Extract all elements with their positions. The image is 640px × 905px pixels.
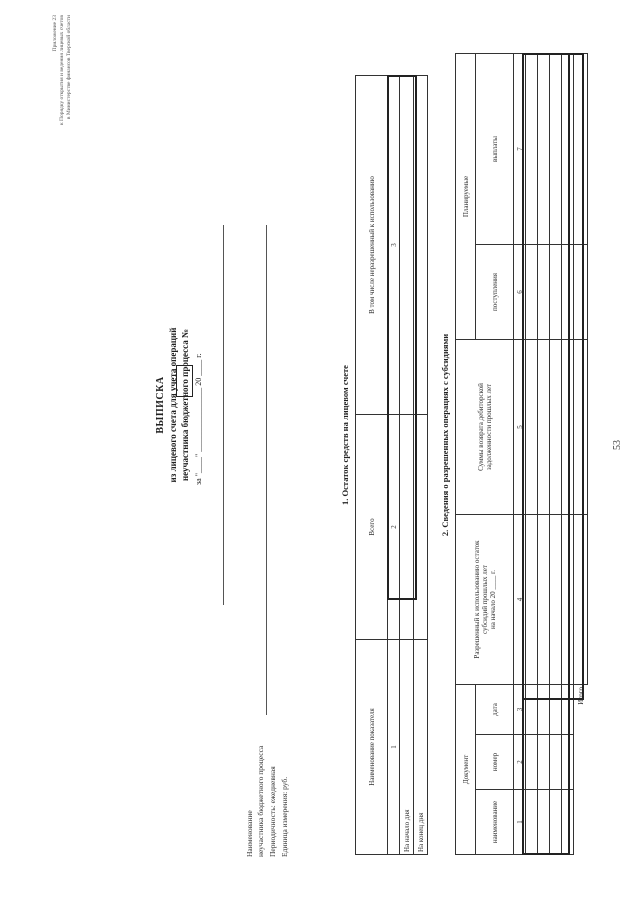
s2-header-docdate: дата — [476, 685, 514, 735]
s2-colnum-3: 3 — [514, 685, 526, 735]
s2-total-label: Итого — [574, 685, 588, 855]
s2-header-document: Документ — [456, 685, 476, 855]
date-line[interactable]: за "____" ________________ 20 ____ г. — [194, 353, 203, 485]
s2-header-docnum: номер — [476, 735, 514, 790]
s1-header-unallowed: В том числе неразрешенный к использованию — [356, 76, 388, 415]
date-underline[interactable] — [223, 225, 224, 605]
field-participant-label: неучастника бюджетного процесса — [256, 745, 265, 857]
s2-colnum-2: 2 — [514, 735, 526, 790]
participant-underline[interactable] — [266, 225, 267, 715]
s2-header-payments: выплаты — [476, 54, 514, 245]
s2-header-income: поступления — [476, 245, 514, 340]
s2-header-planned: Планируемые — [456, 54, 476, 340]
appendix-note: Приложение 23 к Порядку открытия и ведения лицевых счетов в Министерстве финансов Тверской области — [52, 15, 72, 126]
section1-title: 1. Остаток средств на лицевом счете — [340, 365, 350, 505]
field-periodicity: Периодичность: ежедневная — [268, 766, 277, 857]
s2-header-allowed: Разрешенный к использованию остаток субсидий прошлых лет на начало 20 ____ г. — [456, 515, 514, 685]
s1-row-end: На конец дня — [414, 640, 428, 855]
s1-value-frame — [387, 75, 417, 600]
s2-header-docname: наименование — [476, 790, 514, 855]
document-subtitle: из лицевого счета для учета операций — [168, 327, 178, 483]
s2-colnum-5: 5 — [514, 340, 526, 515]
s2-colnum-6: 6 — [514, 245, 526, 340]
s1-header-total: Всего — [356, 415, 388, 640]
s1-colnum-2: 2 — [388, 415, 400, 640]
s2-colnum-4: 4 — [514, 515, 526, 685]
s1-colnum-3: 3 — [388, 76, 400, 415]
field-name-label: Наименование — [245, 810, 254, 857]
s1-colnum-1: 1 — [388, 640, 400, 855]
s1-row-start: На начало дня — [400, 640, 414, 855]
s2-total-frame — [522, 53, 584, 700]
s1-header-name: Наименование показателя — [356, 640, 388, 855]
document-title: ВЫПИСКА — [155, 376, 166, 434]
s2-colnum-1: 1 — [514, 790, 526, 855]
field-unit: Единица измерения: руб. — [280, 776, 289, 857]
page-number: 53 — [612, 440, 623, 450]
section2-title: 2. Сведения о разрешенных операциях с субсидиями — [440, 333, 450, 537]
s2-header-returns: Суммы возврата дебиторской задолженности прошлых лет — [456, 340, 514, 515]
s2-colnum-7: 7 — [514, 54, 526, 245]
document-subtitle-2: неучастника бюджетного процесса № — [180, 328, 190, 482]
account-number-box[interactable] — [176, 365, 193, 397]
